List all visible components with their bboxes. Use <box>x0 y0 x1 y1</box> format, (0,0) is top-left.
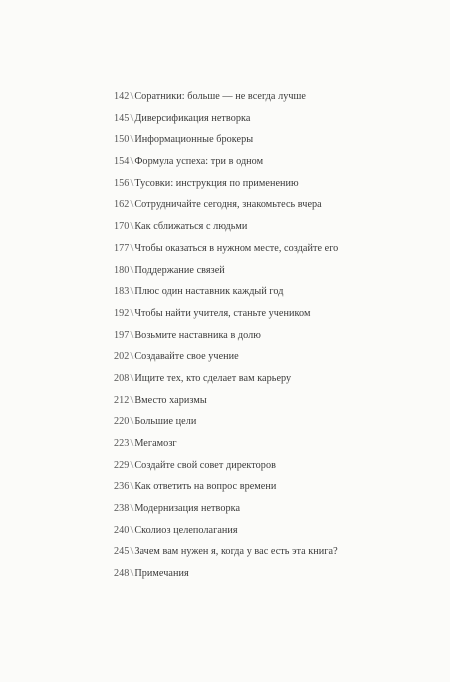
toc-page-number: 177 <box>114 242 130 254</box>
toc-separator: \ <box>130 242 134 254</box>
toc-page-number: 248 <box>114 568 130 580</box>
toc-page-number: 156 <box>114 177 130 189</box>
toc-page-number: 202 <box>114 351 130 363</box>
toc-entry <box>114 476 338 498</box>
toc-title: Поддержание связей <box>134 264 225 276</box>
toc-page-number: 220 <box>114 416 130 428</box>
toc-entry <box>114 368 338 390</box>
toc-page-number: 212 <box>114 394 130 406</box>
toc-separator: \ <box>130 459 134 471</box>
table-of-contents <box>114 86 338 585</box>
toc-entry <box>114 303 338 325</box>
toc-entry <box>114 86 338 108</box>
toc-separator: \ <box>130 329 134 341</box>
toc-page-number: 150 <box>114 134 130 146</box>
toc-page-number: 170 <box>114 221 130 233</box>
toc-title: Примечания <box>134 568 189 580</box>
toc-title: Вместо харизмы <box>134 394 207 406</box>
toc-page-number: 208 <box>114 372 130 384</box>
toc-entry <box>114 390 338 412</box>
toc-entry <box>114 151 338 173</box>
toc-separator: \ <box>130 177 134 189</box>
toc-separator: \ <box>130 372 134 384</box>
toc-page-number: 197 <box>114 329 130 341</box>
toc-page-number: 236 <box>114 481 130 493</box>
toc-entry <box>114 541 338 563</box>
toc-page-number: 238 <box>114 503 130 515</box>
toc-entry <box>114 325 338 347</box>
toc-page-number: 142 <box>114 91 130 102</box>
toc-entry <box>114 108 338 130</box>
toc-separator: \ <box>130 503 134 515</box>
toc-separator: \ <box>130 307 134 319</box>
toc-title: Сколиоз целеполагания <box>134 524 238 536</box>
toc-page-number: 192 <box>114 307 130 319</box>
toc-title: Большие цели <box>134 416 197 428</box>
toc-title: Тусовки: инструкция по применению <box>134 177 299 189</box>
toc-entry <box>114 281 338 303</box>
toc-entry <box>114 433 338 455</box>
toc-page-number: 162 <box>114 199 130 211</box>
toc-entry <box>114 346 338 368</box>
toc-page-number: 180 <box>114 264 130 276</box>
toc-title: Ищите тех, кто сделает вам карьеру <box>134 372 292 384</box>
toc-entry <box>114 238 338 260</box>
toc-title: Зачем вам нужен я, когда у вас есть эта книга? <box>134 546 338 558</box>
toc-entry <box>114 563 338 585</box>
toc-page-number: 154 <box>114 156 130 168</box>
toc-title: Создайте свой совет директоров <box>134 459 276 471</box>
toc-entry <box>114 129 338 151</box>
toc-entry <box>114 498 338 520</box>
toc-separator: \ <box>130 264 134 276</box>
toc-title: Диверсификация нетворка <box>134 112 251 124</box>
toc-separator: \ <box>130 568 134 580</box>
toc-separator: \ <box>130 199 134 211</box>
toc-title: Информационные брокеры <box>134 134 254 146</box>
toc-entry <box>114 455 338 477</box>
toc-title: Возьмите наставника в долю <box>134 329 261 341</box>
toc-separator: \ <box>130 91 134 102</box>
toc-title: Модернизация нетворка <box>134 503 241 515</box>
toc-entry <box>114 520 338 542</box>
toc-title: Как сближаться с людьми <box>134 221 248 233</box>
toc-separator: \ <box>130 134 134 146</box>
toc-title: Создавайте свое учение <box>134 351 239 363</box>
toc-entry <box>114 411 338 433</box>
toc-entry <box>114 194 338 216</box>
toc-page-number: 240 <box>114 524 130 536</box>
toc-title: Плюс один наставник каждый год <box>134 286 284 298</box>
toc-title: Соратники: больше — не всегда лучше <box>134 91 307 102</box>
toc-separator: \ <box>130 112 134 124</box>
toc-title: Формула успеха: три в одном <box>134 156 264 168</box>
toc-entry <box>114 260 338 282</box>
toc-entry <box>114 216 338 238</box>
toc-title: Как ответить на вопрос времени <box>134 481 277 493</box>
toc-separator: \ <box>130 416 134 428</box>
toc-entry <box>114 173 338 195</box>
toc-title: Чтобы оказаться в нужном месте, создайте его <box>134 242 339 254</box>
toc-title: Мегамозг <box>134 438 177 449</box>
toc-separator: \ <box>130 286 134 298</box>
toc-separator: \ <box>130 394 134 406</box>
toc-page-number: 145 <box>114 112 130 124</box>
toc-separator: \ <box>130 524 134 536</box>
toc-page-number: 183 <box>114 286 130 298</box>
toc-separator: \ <box>130 546 134 558</box>
toc-separator: \ <box>130 438 134 449</box>
toc-separator: \ <box>130 481 134 493</box>
toc-page-number: 223 <box>114 438 130 449</box>
toc-title: Чтобы найти учителя, станьте учеником <box>134 307 311 319</box>
toc-title: Сотрудничайте сегодня, знакомьтесь вчера <box>134 199 322 211</box>
toc-separator: \ <box>130 156 134 168</box>
toc-page-number: 245 <box>114 546 130 558</box>
toc-separator: \ <box>130 221 134 233</box>
toc-page-number: 229 <box>114 459 130 471</box>
toc-separator: \ <box>130 351 134 363</box>
